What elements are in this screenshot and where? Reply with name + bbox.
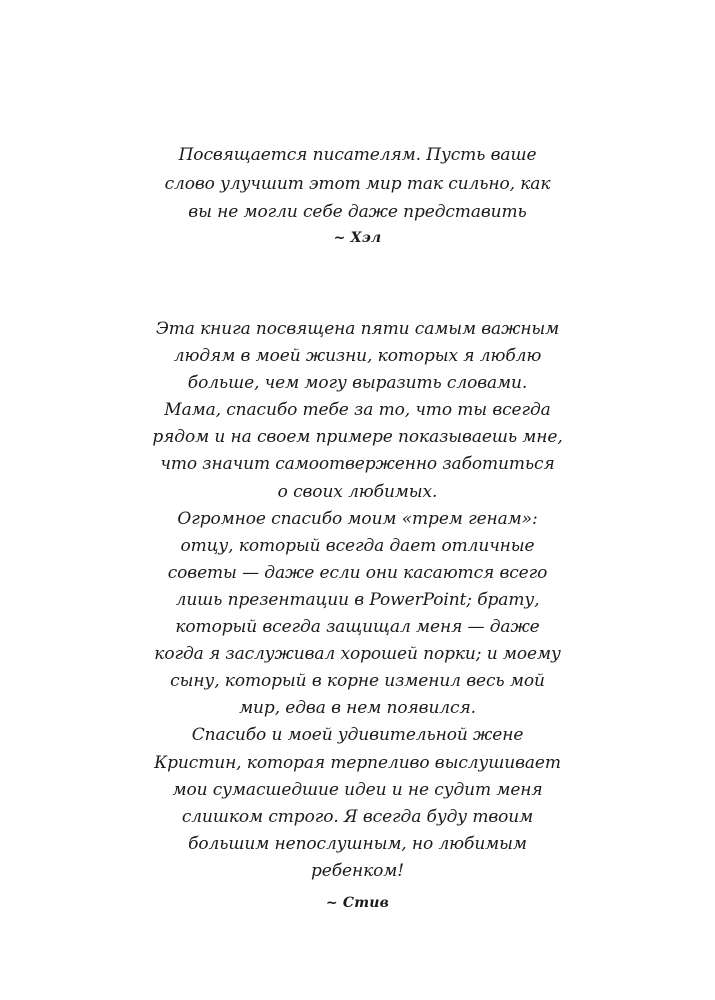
dedication-line: что значит самоотверженно заботиться [160, 454, 555, 475]
dedication-line: который всегда защищал меня — даже [175, 617, 540, 638]
dedication-line: больше, чем могу выразить словами. [187, 373, 528, 394]
dedication-line: Спасибо и моей удивительной жене [191, 725, 524, 746]
dedication-line: слово улучшит этот мир так сильно, как [164, 173, 551, 194]
dedication-line: отцу, который всегда дает отличные [180, 535, 535, 556]
dedication-family [0, 316, 715, 911]
dedication-line: людям в моей жизни, которых я люблю [173, 346, 542, 367]
dedication-line: сыну, который в корне изменил весь мой [170, 671, 545, 692]
dedication-line: о своих любимых. [277, 481, 438, 502]
dedication-line: Мама, спасибо тебе за то, что ты всегда [164, 400, 551, 421]
dedication-line: мои сумасшедшие идеи и не судит меня [172, 779, 543, 800]
dedication-line: Кристин, которая терпеливо выслушивает [154, 752, 561, 773]
dedication-line: рядом и на своем примере показываешь мне, [152, 427, 563, 448]
signature-steve: ~ Стив [325, 894, 390, 911]
dedication-line: ребенком! [311, 860, 404, 881]
dedication-line: Огромное спасибо моим «трем генам»: [177, 508, 538, 529]
dedication-line: когда я заслуживал хорошей порки; и моему [154, 644, 561, 665]
dedication-line: лишь презентации в PowerPoint; брату, [175, 589, 540, 610]
dedication-writers [0, 141, 715, 246]
dedication-line: большим непослушным, но любимым [188, 833, 527, 854]
dedication-line: советы — даже если они касаются всего [167, 562, 548, 583]
dedication-line: Посвящается писателям. Пусть ваше [178, 145, 537, 165]
dedication-line: слишком строго. Я всегда буду твоим [181, 806, 534, 827]
dedication-line: мир, едва в нем появился. [239, 698, 476, 719]
dedication-line: Эта книга посвящена пяти самым важным [155, 319, 560, 339]
signature-hal: ~ Хэл [333, 229, 382, 246]
dedication-line: вы не могли себе даже представить [188, 202, 527, 222]
